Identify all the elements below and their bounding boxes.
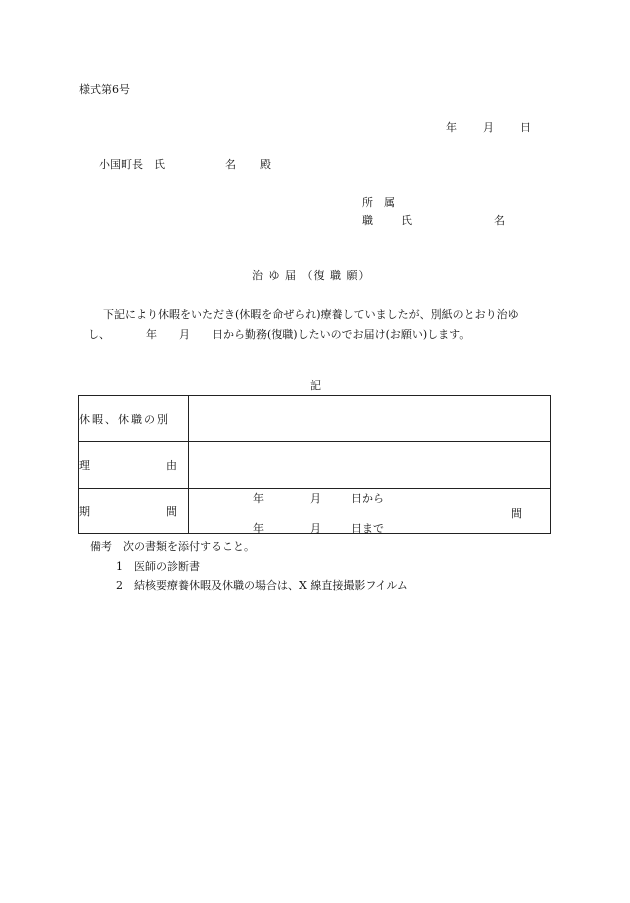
reason-field[interactable] bbox=[189, 442, 551, 489]
date-year-label: 年 bbox=[446, 121, 457, 134]
period-from-line: 年 月 日から bbox=[253, 492, 384, 505]
remarks-item-2: 2 結核要療養休暇及休職の場合は、X 線直接撮影フイルム bbox=[116, 579, 408, 592]
period-field[interactable] bbox=[189, 489, 551, 534]
applicant-name-line bbox=[362, 212, 505, 228]
applicant-position-label: 職 bbox=[362, 214, 373, 227]
body-line-2: し、 年 月 日から勤務(復職)したいのでお届け(お願い)します。 bbox=[88, 328, 471, 341]
date-line bbox=[446, 119, 531, 135]
addressee-honorific: 殿 bbox=[260, 158, 271, 171]
period-until-line: 年 月 日まで bbox=[253, 522, 384, 535]
body-line-1: 下記により休暇をいただき(休暇を命ぜられ)療養していましたが、別紙のとおり治ゆ bbox=[103, 308, 519, 321]
leave-type-field[interactable] bbox=[189, 396, 551, 442]
reason-label: 理 由 bbox=[79, 442, 189, 489]
date-month-label: 月 bbox=[483, 121, 494, 134]
addressee bbox=[99, 156, 271, 172]
date-day-label: 日 bbox=[520, 121, 531, 134]
remarks-heading: 備考 次の書類を添付すること。 bbox=[90, 540, 255, 553]
form-number: 様式第6号 bbox=[79, 83, 130, 96]
applicant-name-label: 名 bbox=[494, 214, 505, 227]
addressee-name-label: 名 bbox=[225, 158, 236, 171]
leave-type-label: 休暇、休職の別 bbox=[79, 396, 189, 442]
addressee-title: 小国町長 氏 bbox=[99, 158, 165, 171]
body-text bbox=[88, 305, 558, 345]
applicant-surname-label: 氏 bbox=[401, 214, 412, 227]
period-label: 期 間 bbox=[79, 489, 189, 534]
document-title: 治 ゆ 届 （復 職 願） bbox=[252, 269, 371, 282]
remarks-item-1: 1 医師の診断書 bbox=[116, 560, 200, 573]
details-table bbox=[78, 395, 551, 534]
period-total-label: 間 bbox=[511, 507, 522, 520]
ki-label: 記 bbox=[310, 379, 321, 392]
applicant-org-label: 所 属 bbox=[362, 196, 395, 209]
